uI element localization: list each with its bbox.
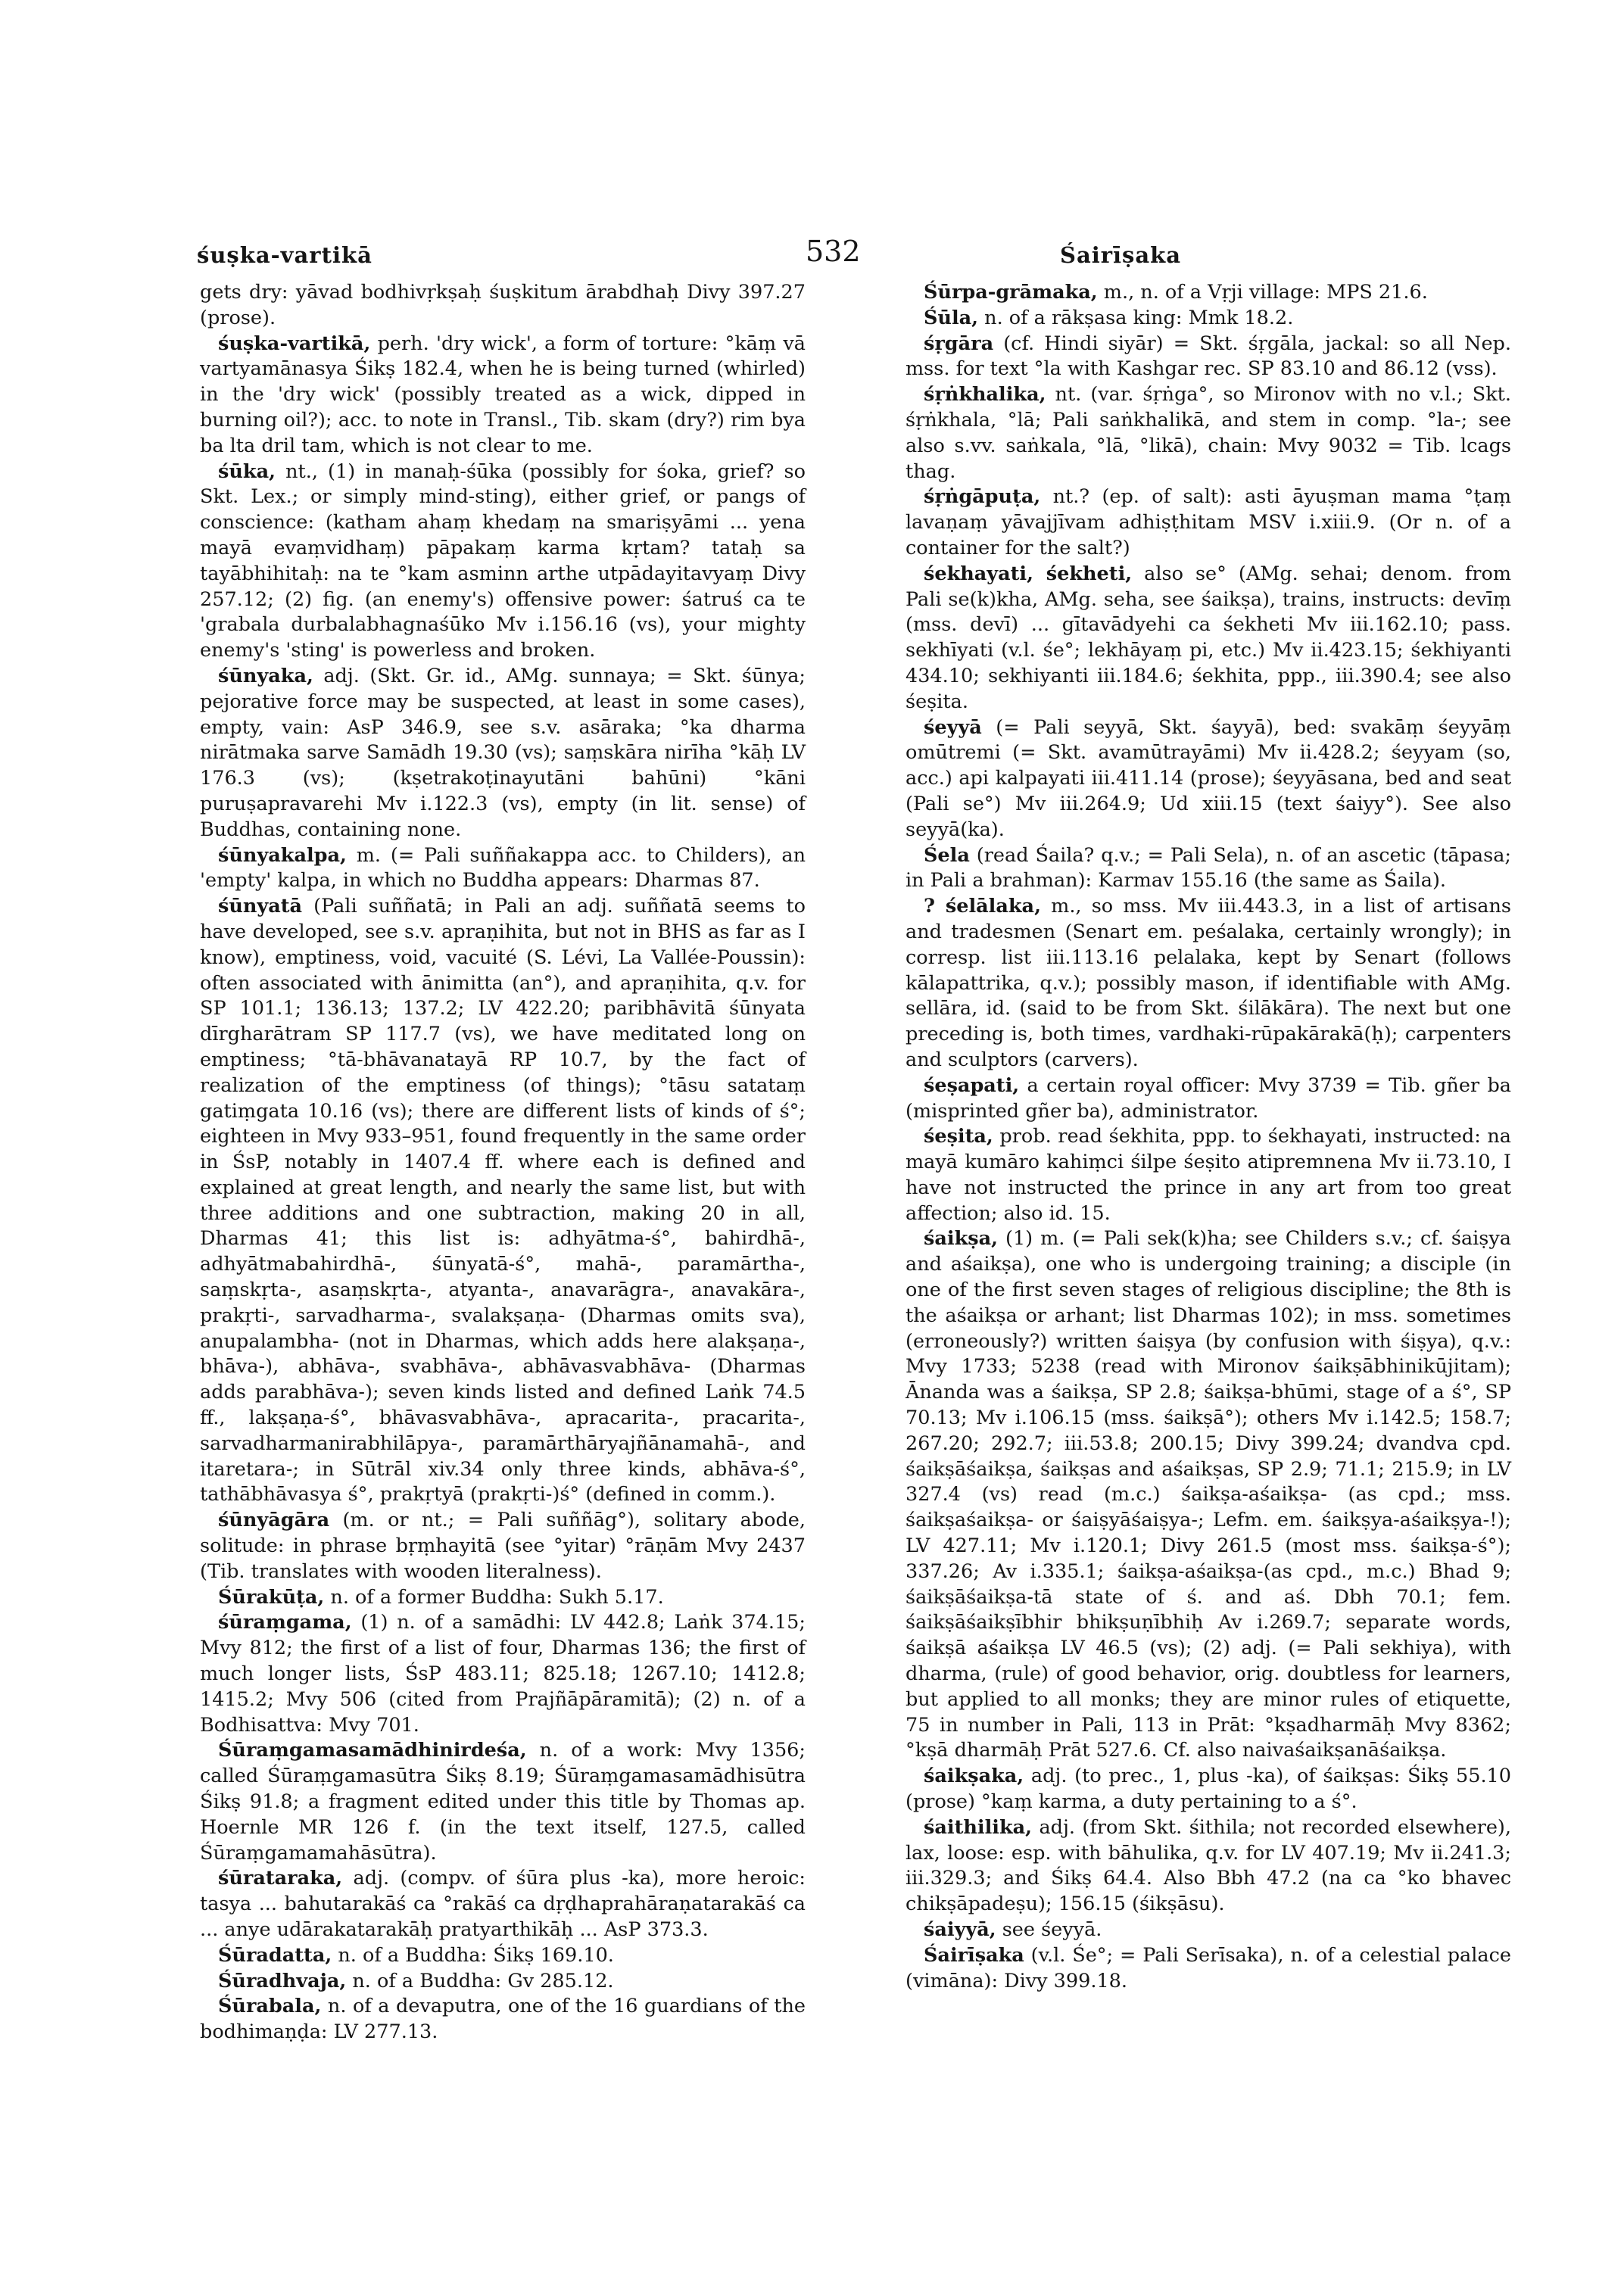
- entry-definition: n. of a Buddha: Śikṣ 169.10.: [332, 1943, 614, 1967]
- entry-headword: śeṣita,: [924, 1125, 993, 1148]
- dictionary-entry: [906, 382, 1511, 484]
- entry-definition: nt. (var. śṛṅga°, so Mironov with no v.l.; Skt. śṛṅkhala, °lā; Pali saṅkhalikā, and stem in comp. °la-; see also s.vv. saṅkala, °lā, °likā), chain: Mvy 9032 = Tib. lcags thag.: [906, 383, 1511, 483]
- dictionary-entry: [906, 894, 1511, 1073]
- entry-headword: śekhayati, śekheti,: [924, 562, 1133, 585]
- entry-headword: Śairīṣaka: [924, 1943, 1024, 1967]
- entry-headword: śṛgāra: [924, 332, 994, 355]
- entry-headword: śūnyakalpa,: [218, 843, 347, 867]
- entry-headword: śuṣka-vartikā,: [218, 332, 371, 355]
- right-column: [906, 280, 1511, 1994]
- entry-headword: śūka,: [218, 460, 276, 483]
- dictionary-entry: [906, 484, 1511, 561]
- dictionary-entry: [906, 1226, 1511, 1764]
- entry-definition: gets dry: yāvad bodhivṛkṣaḥ śuṣkitum ārabdhaḥ Divy 397.27 (prose).: [200, 281, 806, 329]
- page-header: [0, 227, 1624, 273]
- entry-definition: (read Śaila? q.v.; = Pali Sela), n. of an ascetic (tāpasa; in Pali a brahman): Karmav 155.16 (the same as Śaila).: [906, 843, 1511, 893]
- entry-definition: (= Pali seyyā, Skt. śayyā), bed: svakāṃ śeyyāṃ omūtremi (= Skt. avamūtrayāmi) Mv ii.428.2; śeyyam (so, acc.) api kalpayati iii.411.14 (prose); śeyyāsana, bed and seat (Pali se°) Mv iii.264.9; Ud xiii.15 (text śaiyy°). See also seyyā(ka).: [906, 715, 1511, 841]
- entry-definition: adj. (from Skt. śithila; not recorded elsewhere), lax, loose: esp. with bāhulika, q.v. for LV 407.19; Mv ii.241.3; iii.329.3; and Śikṣ 64.4. Also Bbh 47.2 (na ca °ko bhavec chikṣāpadeṣu); 156.15 (śikṣāsu).: [906, 1815, 1511, 1916]
- dictionary-entry: [200, 1994, 806, 2045]
- entry-definition: adj. (Skt. Gr. id., AMg. sunnaya; = Skt. śūnya; pejorative force may be suspected, at least in some cases), empty, vain: AsP 346.9, see s.v. asāraka; °ka dharma nirātmaka sarve Samādh 19.30 (vs); saṃskāra nirīha °kāḥ LV 176.3 (vs); (kṣetrakoṭinayutāni bahūni) °kāni puruṣapravarehi Mv i.122.3 (vs), empty (in lit. sense) of Buddhas, containing none.: [200, 664, 806, 841]
- right-guide-word: Śairīṣaka: [1060, 242, 1182, 268]
- entry-definition: (Pali suññatā; in Pali an adj. suññatā seems to have developed, see s.v. apraṇihita, but not in BHS as far as I know), emptiness, void, vacuité (S. Lévi, La Vallée-Poussin): often associated with ānimitta (an°), and apraṇihita, q.v. for SP 101.1; 136.13; 137.2; LV 422.20; paribhāvitā śūnyata dīrgharātram SP 117.7 (vs), we have meditated long on emptiness; °tā-bhāvanatayā RP 10.7, by the fact of realization of the emptiness (of things); °tāsu satataṃ gatiṃgata 10.16 (vs); there are different lists of kinds of ś°; eighteen in Mvy 933–951, found frequently in the same order in ŚsP, notably in 1407.4 ff. where each is defined and explained at great length, and nearly the same list, but with three additions and one subtraction, making 20 in all, Dharmas 41; this list is: adhyātma-ś°, bahirdhā-, adhyātmabahirdhā-, śūnyatā-ś°, mahā-, paramārtha-, saṃskṛta-, asaṃskṛta-, atyanta-, anavarāgra-, anavakāra-, prakṛti-, sarvadharma-, svalakṣaṇa- (Dharmas omits sva), anupalambha- (not in Dharmas, which adds here alakṣaṇa-, bhāva-), abhāva-, svabhāva-, abhāvasvabhāva- (Dharmas adds parabhāva-); seven kinds listed and defined Laṅk 74.5 ff., lakṣaṇa-ś°, bhāvasvabhāva-, apracarita-, pracarita-, sarvadharmanirabhilāpya-, paramārthāryajñānamahā-, and itaretara-; in Sūtrāl xiv.34 only three kinds, abhāva-ś°, tathābhāvasya ś°, prakṛtyā (prakṛti-)ś° (defined in comm.).: [200, 895, 806, 1506]
- entry-headword: Śūradatta,: [218, 1943, 332, 1967]
- entry-headword: śaikṣa,: [924, 1227, 998, 1251]
- dictionary-entry: [200, 332, 806, 460]
- dictionary-entry: [200, 1585, 806, 1611]
- entry-headword: śeṣapati,: [924, 1073, 1020, 1097]
- dictionary-entry: [200, 1866, 806, 1943]
- entry-definition: (1) m. (= Pali sek(k)ha; see Childers s.v.; cf. śaiṣya and aśaikṣa), one who is undergoing training; a disciple (in one of the first seven stages of religious discipline; the 8th is the aśaikṣa or arhant; list Dharmas 102); in mss. sometimes (erroneously?) written śaiṣya (by confusion with śiṣya), q.v.: Mvy 1733; 5238 (read with Mironov śaikṣābhinikūjitam); Ānanda was a śaikṣa, SP 2.8; śaikṣa-bhūmi, stage of a ś°, SP 70.13; Mv i.106.15 (mss. śaikṣā°); others Mv i.142.5; 158.7; 267.20; 292.7; iii.53.8; 200.15; Divy 399.24; dvandva cpd. śaikṣāśaikṣa, śaikṣas and aśaikṣas, SP 2.9; 71.1; 215.9; in LV 327.4 (vs) read (m.c.) śaikṣa-aśaikṣa- (as cpd.; mss. śaikṣaśaikṣa- or śaiṣyāśaiṣya-; Lefm. em. śaikṣya-aśaikṣya-!); LV 427.11; Mv i.120.1; Divy 261.5 (most mss. śaikṣa-ś°); 337.26; Av i.335.1; śaikṣa-aśaikṣa-(as cpd., m.c.) Bhad 9; śaikṣāśaikṣa-tā state of ś. and aś. Dbh 70.1; fem. śaikṣāśaikṣībhir bhikṣuṇībhiḥ Av i.269.7; separate words, śaikṣā aśaikṣa LV 46.5 (vs); (2) adj. (= Pali sekhiya), with dharma, (rule) of good behavior, orig. doubtless for learners, but applied to all monks; they are minor rules of etiquette, 75 in number in Pali, 113 in Prāt: °kṣadharmāḥ Mvy 8362; °kṣā dharmāḥ Prāt 527.6. Cf. also naivaśaikṣanāśaikṣa.: [906, 1227, 1511, 1762]
- entry-definition: perh. 'dry wick', a form of torture: °kāṃ vā vartyamānasya Śikṣ 182.4, when he is being turned (whirled) in the 'dry wick' (possibly treated as a wick, dipped in burning oil?); acc. to note in Transl., Tib. skam (dry?) rim bya ba lta dril tam, which is not clear to me.: [200, 332, 806, 457]
- entry-definition: (cf. Hindi siyār) = Skt. śṛgāla, jackal: so all Nep. mss. for text °la with Kashgar rec. SP 83.10 and 86.12 (vss).: [906, 332, 1511, 381]
- entry-headword: Śūrpa-grāmaka,: [924, 281, 1098, 304]
- entry-headword: śaikṣaka,: [924, 1765, 1024, 1788]
- dictionary-entry: [906, 1124, 1511, 1226]
- entry-definition: also se° (AMg. sehai; denom. from Pali se(k)kha, AMg. seha, see śaikṣa), trains, instructs: devīṃ (mss. devī) ... gītavādyehi ca śekheti Mv iii.162.10; pass. sekhīyati (v.l. śe°; lekhāyaṃ pi, etc.) Mv ii.423.15; śekhiyanti 434.10; sekhiyanti iii.184.6; śekhita, ppp., iii.390.4; see also śeṣita.: [906, 562, 1511, 713]
- entry-definition: prob. read śekhita, ppp. to śekhayati, instructed: na mayā kumāro kahiṃci śilpe śeṣito atipremnena Mv ii.73.10, I have not instructed the prince in any art from too great affection; also id. 15.: [906, 1125, 1511, 1225]
- dictionary-entry: [200, 843, 806, 895]
- entry-headword: śṛṅgāpuṭa,: [924, 485, 1041, 509]
- entry-headword: śaiyyā,: [924, 1918, 996, 1941]
- entry-headword: śaithilika,: [924, 1815, 1033, 1839]
- entry-definition: a certain royal officer: Mvy 3739 = Tib. gñer ba (misprinted gñer ba), administrator.: [906, 1073, 1511, 1123]
- entry-headword: ? śelālaka,: [924, 895, 1041, 918]
- entry-headword: Śūrakūṭa,: [218, 1585, 325, 1609]
- entry-headword: Śela: [924, 843, 970, 867]
- entry-headword: śūnyāgāra: [218, 1509, 330, 1532]
- entry-definition: m., n. of a Vṛji village: MPS 21.6.: [1097, 281, 1428, 304]
- dictionary-entry: [906, 562, 1511, 715]
- entry-headword: Śūraṃgamasamādhinirdeśa,: [218, 1739, 527, 1762]
- entry-headword: śūnyaka,: [218, 664, 313, 687]
- dictionary-entry: [200, 460, 806, 664]
- dictionary-entry: [906, 1764, 1511, 1815]
- entry-definition: (v.l. Śe°; = Pali Serīsaka), n. of a celestial palace (vimāna): Divy 399.18.: [906, 1943, 1511, 1992]
- entry-definition: m., so mss. Mv iii.443.3, in a list of artisans and tradesmen (Senart em. peśalaka, certainly wrongly); in corresp. list iii.113.16 pelalaka, kept by Senart (follows kālapattrika, q.v.); possibly mason, if identifiable with AMg. sellāra, id. (said to be from Skt. śilākāra). The next but one preceding is, both times, vardhaki-rūpakārakā(ḥ); carpenters and sculptors (carvers).: [906, 895, 1512, 1071]
- dictionary-entry: [200, 664, 806, 843]
- entry-headword: śūraṃgama,: [218, 1611, 352, 1634]
- dictionary-entry: [906, 715, 1511, 843]
- entry-definition: (1) n. of a samādhi: LV 442.8; Laṅk 374.15; Mvy 812; the first of a list of four, Dharmas 136; the first of much longer lists, ŚsP 483.11; 825.18; 1267.10; 1412.8; 1415.2; Mvy 506 (cited from Prajñāpāramitā); (2) n. of a Bodhisattva: Mvy 701.: [200, 1611, 806, 1737]
- entry-headword: Śūrabala,: [218, 1995, 322, 2018]
- entry-definition: n. of a work: Mvy 1356; called Śūraṃgamasūtra Śikṣ 8.19; Śūraṃgamasamādhisūtra Śikṣ 91.8; a fragment edited under this title by Thomas ap. Hoernle MR 126 f. (in the text itself, 127.5, called Śūraṃgamamahāsūtra).: [200, 1739, 806, 1865]
- entry-headword: Śūla,: [924, 306, 979, 329]
- entry-definition: m. (= Pali suññakappa acc. to Childers), an 'empty' kalpa, in which no Buddha appears: Dharmas 87.: [200, 843, 806, 893]
- dictionary-entry: [906, 280, 1511, 306]
- dictionary-entry: [200, 894, 806, 1508]
- dictionary-entry: [906, 306, 1511, 332]
- entry-headword: śūrataraka,: [218, 1867, 343, 1890]
- left-guide-word: śuṣka-vartikā: [197, 242, 372, 268]
- page-number: 532: [806, 235, 861, 268]
- entry-definition: (m. or nt.; = Pali suññāg°), solitary abode, solitude: in phrase bṛṃhayitā (see °yitar) °rāṇām Mvy 2437 (Tib. translates with wooden literalness).: [200, 1509, 806, 1583]
- dictionary-entry: [200, 1610, 806, 1738]
- entry-definition: nt., (1) in manaḥ-śūka (possibly for śoka, grief? so Skt. Lex.; or simply mind-sting), either grief, or pangs of conscience: (katham ahaṃ khedaṃ na smariṣyāmi ... yena mayā evaṃvidhaṃ) pāpakaṃ karma kṛtam? tataḥ sa tayābhihitaḥ: na te °kam asminn arthe utpādayitavyaṃ Divy 257.12; (2) fig. (an enemy's) offensive power: śatruś ca te 'grabala durbalabhagnaśūko Mv i.156.16 (vs), your mighty enemy's 'sting' is powerless and broken.: [200, 460, 806, 662]
- left-column: [200, 280, 806, 2045]
- entry-headword: śūnyatā: [218, 895, 303, 918]
- dictionary-entry: [200, 1508, 806, 1584]
- entry-definition: adj. (to prec., 1, plus -ka), of śaikṣas: Śikṣ 55.10 (prose) °kaṃ karma, a duty pertaining to a ś°.: [906, 1765, 1511, 1814]
- dictionary-entry: [200, 1738, 806, 1866]
- entry-definition: n. of a former Buddha: Sukh 5.17.: [324, 1585, 664, 1609]
- entry-headword: Śūradhvaja,: [218, 1969, 347, 1992]
- entry-headword: śṛṅkhalika,: [924, 383, 1046, 407]
- dictionary-entry: [200, 1943, 806, 1969]
- entry-definition: nt.? (ep. of salt): asti āyuṣman mama °ṭaṃ lavaṇaṃ yāvajjīvam adhiṣṭhitam MSV i.xiii.9. (Or n. of a container for the salt?): [906, 485, 1511, 559]
- entry-headword: śeyyā: [924, 715, 982, 739]
- dictionary-entry: [200, 280, 806, 332]
- entry-definition: n. of a Buddha: Gv 285.12.: [346, 1969, 614, 1992]
- entry-definition: adj. (compv. of śūra plus -ka), more heroic: tasya ... bahutarakāś ca °rakāś ca dṛḍhaprahāraṇatarakāś ca ... anye udārakatarakāḥ pratyarthikāḥ ... AsP 373.3.: [200, 1867, 806, 1941]
- entry-definition: see śeyyā.: [996, 1918, 1102, 1941]
- dictionary-entry: [906, 1943, 1511, 1995]
- dictionary-entry: [200, 1969, 806, 1995]
- dictionary-entry: [906, 1815, 1511, 1918]
- entry-definition: n. of a rākṣasa king: Mmk 18.2.: [978, 306, 1294, 329]
- entry-definition: n. of a devaputra, one of the 16 guardians of the bodhimaṇḍa: LV 277.13.: [200, 1995, 806, 2044]
- dictionary-entry: [906, 1918, 1511, 1943]
- dictionary-entry: [906, 843, 1511, 895]
- dictionary-entry: [906, 1073, 1511, 1125]
- dictionary-entry: [906, 332, 1511, 383]
